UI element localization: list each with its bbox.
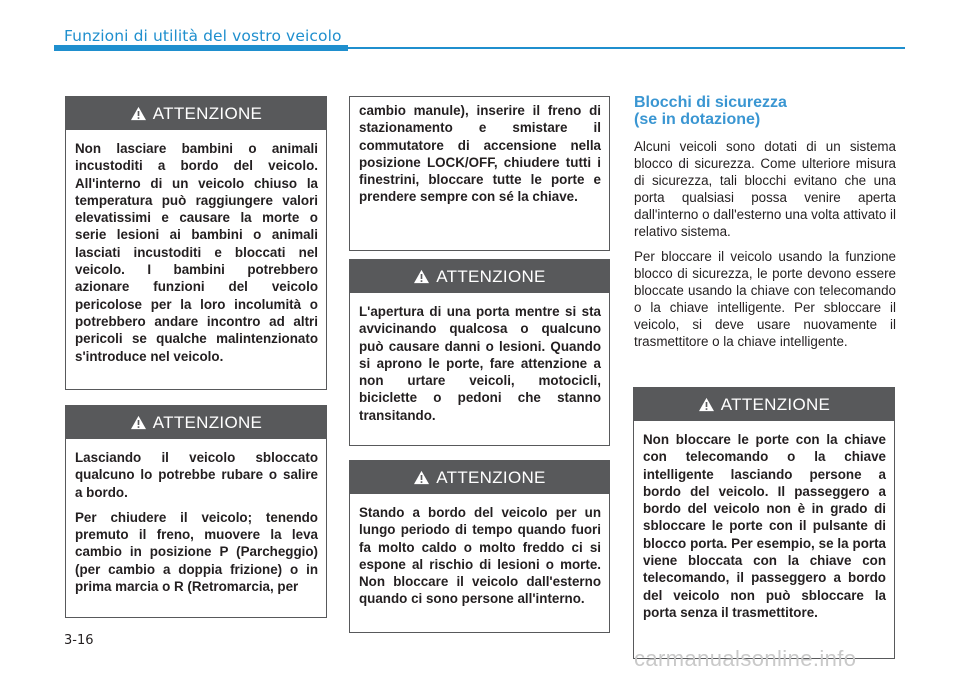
header-rule-thin bbox=[348, 47, 905, 49]
warning-triangle-icon bbox=[130, 415, 147, 430]
warning-label: ATTENZIONE bbox=[436, 266, 546, 286]
warning-triangle-icon bbox=[413, 269, 430, 284]
section-title: Blocchi di sicurezza (se in dotazione) bbox=[634, 94, 787, 128]
warning-body: Lasciando il veicolo sbloccato qualcuno lo potrebbe rubare o salire a bordo. Per chiudere il veicolo; tenendo premuto il freno, muovere la leva cambio in posizione P (Parcheggio) (per cambio a doppia frizione) o in prima marcia o R (Retromarcia, per bbox=[75, 450, 318, 595]
watermark: carmanualsonline.info bbox=[634, 646, 857, 671]
warning-box-door-opening bbox=[349, 259, 610, 446]
warning-label: ATTENZIONE bbox=[436, 467, 546, 487]
warning-label: ATTENZIONE bbox=[720, 394, 831, 414]
warning-body: Non lasciare bambini o animali incustoditi a bordo del veicolo. All'interno di un veicolo chiuso la temperatura può raggiungere valori elevatissimi e causare la morte o serie lesioni ai bambini o animali lasciati incustoditi e bloccati nel veicolo. I bambini potrebbero azionare funzioni del veicolo pericolose per la loro incolumità o potrebbero andare incontro ad altri pericoli se qualche malintenzionato s'introduce nel veicolo. bbox=[75, 141, 318, 364]
warning-header bbox=[66, 97, 326, 130]
warning-box-continued bbox=[349, 96, 610, 251]
warning-body: cambio manule), inserire il freno di stazionamento e smistare il commutatore di accensione nella posizione LOCK/OFF, chiudere tutti i finestrini, bloccare tutte le porte e prendere sempre con sé la chiave. bbox=[359, 103, 601, 205]
page-header-title: Funzioni di utilità del vostro veicolo bbox=[64, 27, 342, 45]
warning-triangle-icon bbox=[130, 106, 147, 121]
warning-body: L'apertura di una porta mentre si sta avvicinando qualcosa o qualcuno può causare danni o lesioni. Quando si aprono le porte, fare attenzione a non urtare veicoli, motocicli, biciclette o pedoni che stanno transitando. bbox=[359, 304, 601, 423]
warning-box-temperature bbox=[349, 460, 610, 633]
warning-label: ATTENZIONE bbox=[152, 103, 263, 123]
warning-body: Stando a bordo del veicolo per un lungo periodo di tempo quando fuori fa molto caldo o molto freddo ci si espone al rischio di lesioni o morte. Non bloccare il veicolo dall'esterno quando ci sono persone all'interno. bbox=[359, 505, 601, 607]
warning-triangle-icon bbox=[413, 470, 430, 485]
section-text: Alcuni veicoli sono dotati di un sistema blocco di sicurezza. Come ulteriore misura di sicurezza, tali blocchi evitano che una porta qualsiasi possa venire aperta dall'interno o dall'esterno una volta attivato il relativo sistema. Per bloccare il veicolo usando la funzione blocco di sicurezza, le porte devono essere bloccate usando la chiave con telecomando o la chiave intelligente. Per sbloccare il veicolo, si deve usare nuovamente il trasmettitore o la chiave intelligente. bbox=[634, 139, 896, 349]
warning-header bbox=[350, 260, 609, 293]
page-number: 3-16 bbox=[64, 633, 94, 648]
warning-box-deadlock bbox=[633, 387, 895, 659]
warning-header bbox=[634, 388, 894, 421]
warning-triangle-icon bbox=[698, 397, 715, 412]
warning-header bbox=[66, 406, 326, 439]
warning-label: ATTENZIONE bbox=[152, 412, 263, 432]
warning-box-children bbox=[65, 96, 327, 390]
warning-header bbox=[350, 461, 609, 494]
warning-box-unlocked bbox=[65, 405, 327, 618]
header-rule-thick bbox=[54, 45, 348, 51]
warning-body: Non bloccare le porte con la chiave con telecomando o la chiave intelligente lasciando persone a bordo del veicolo. Il passeggero a bordo del veicolo non è in grado di sbloccare le porte con il pulsante di blocco porta. Per esempio, se la porta viene bloccata con la chiave con telecomando, il passeggero a bordo del veicolo non può sbloccare la porta senza il trasmettitore. bbox=[643, 432, 886, 620]
